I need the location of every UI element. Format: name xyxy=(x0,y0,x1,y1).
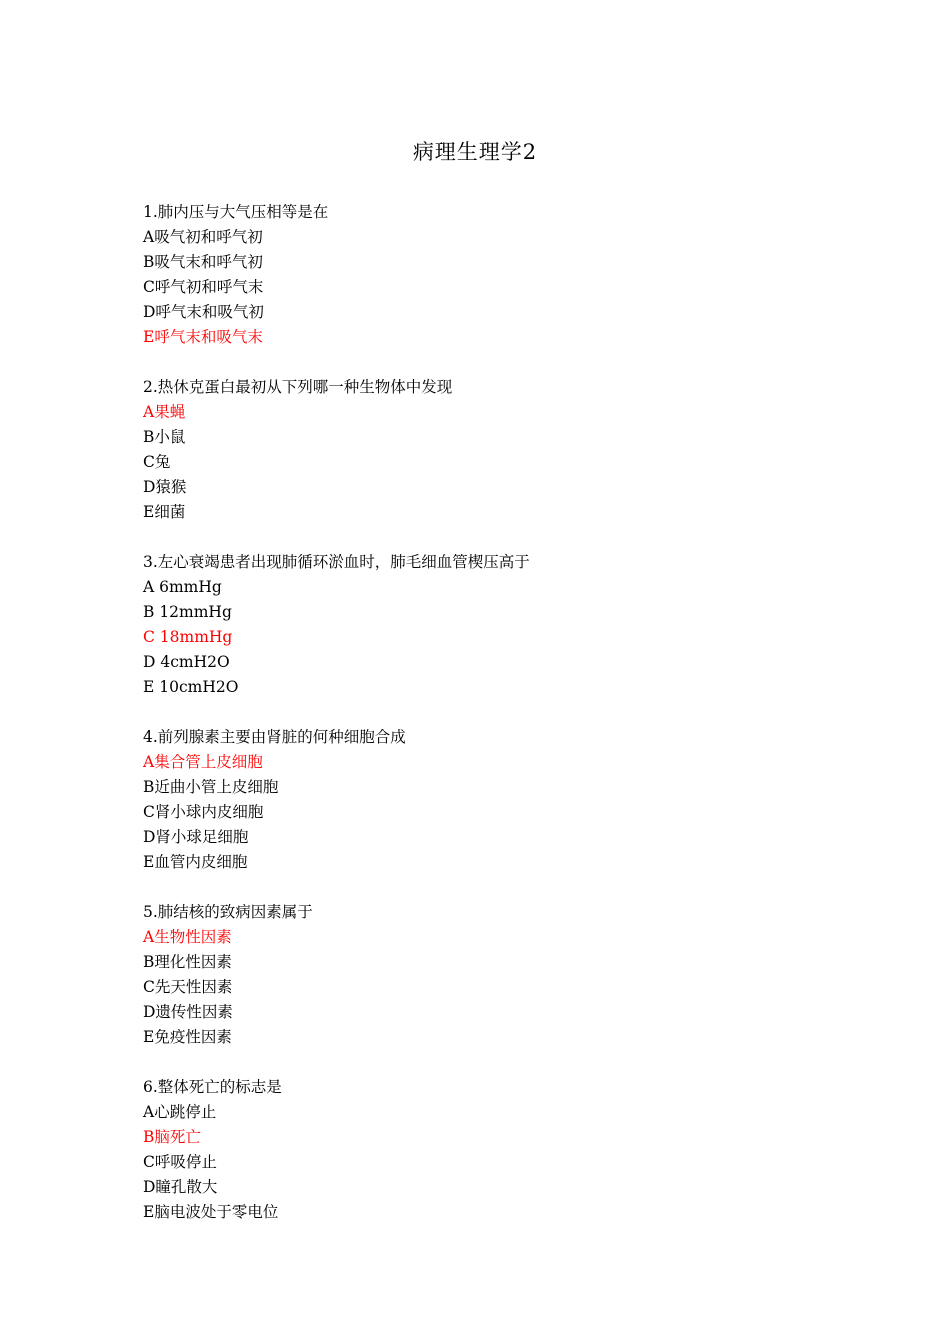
option-b: B脑死亡 xyxy=(143,1128,201,1146)
option-e: E免疫性因素 xyxy=(143,1028,232,1046)
option-c: C肾小球内皮细胞 xyxy=(143,803,264,821)
question-5 xyxy=(143,900,843,1050)
option-a: A吸气初和呼气初 xyxy=(143,228,263,246)
option-c: C兔 xyxy=(143,453,171,471)
question-stem: 5.肺结核的致病因素属于 xyxy=(143,903,313,921)
option-c: C呼气初和呼气末 xyxy=(143,278,264,296)
option-d: D遗传性因素 xyxy=(143,1003,233,1021)
option-b: B 12mmHg xyxy=(143,603,232,621)
question-list xyxy=(143,200,843,1250)
question-stem: 6.整体死亡的标志是 xyxy=(143,1078,282,1096)
option-b: B吸气末和呼气初 xyxy=(143,253,263,271)
question-1 xyxy=(143,200,843,350)
question-6 xyxy=(143,1075,843,1225)
option-a: A生物性因素 xyxy=(143,928,232,946)
option-b: B近曲小管上皮细胞 xyxy=(143,778,279,796)
question-3 xyxy=(143,550,843,700)
option-e: E细菌 xyxy=(143,503,186,521)
question-2 xyxy=(143,375,843,525)
question-stem: 1.肺内压与大气压相等是在 xyxy=(143,203,329,221)
option-e: E呼气末和吸气末 xyxy=(143,328,263,346)
option-d: D猿猴 xyxy=(143,478,187,496)
option-a: A果蝇 xyxy=(143,403,186,421)
option-a: A 6mmHg xyxy=(143,578,222,596)
option-d: D瞳孔散大 xyxy=(143,1178,218,1196)
option-c: C先天性因素 xyxy=(143,978,233,996)
option-a: A心跳停止 xyxy=(143,1103,217,1121)
page-title: 病理生理学2 xyxy=(412,140,538,164)
option-b: B理化性因素 xyxy=(143,953,232,971)
question-stem: 4.前列腺素主要由肾脏的何种细胞合成 xyxy=(143,728,406,746)
option-e: E血管内皮细胞 xyxy=(143,853,248,871)
option-c: C 18mmHg xyxy=(143,628,233,646)
question-stem: 3.左心衰竭患者出现肺循环淤血时，肺毛细血管楔压高于 xyxy=(143,553,530,571)
option-d: D肾小球足细胞 xyxy=(143,828,249,846)
option-d: D 4cmH2O xyxy=(143,653,230,671)
option-c: C呼吸停止 xyxy=(143,1153,217,1171)
option-e: E脑电波处于零电位 xyxy=(143,1203,279,1221)
option-b: B小鼠 xyxy=(143,428,186,446)
option-d: D呼气末和吸气初 xyxy=(143,303,264,321)
question-4 xyxy=(143,725,843,875)
option-e: E 10cmH2O xyxy=(143,678,239,696)
option-a: A集合管上皮细胞 xyxy=(143,753,263,771)
question-stem: 2.热休克蛋白最初从下列哪一种生物体中发现 xyxy=(143,378,453,396)
